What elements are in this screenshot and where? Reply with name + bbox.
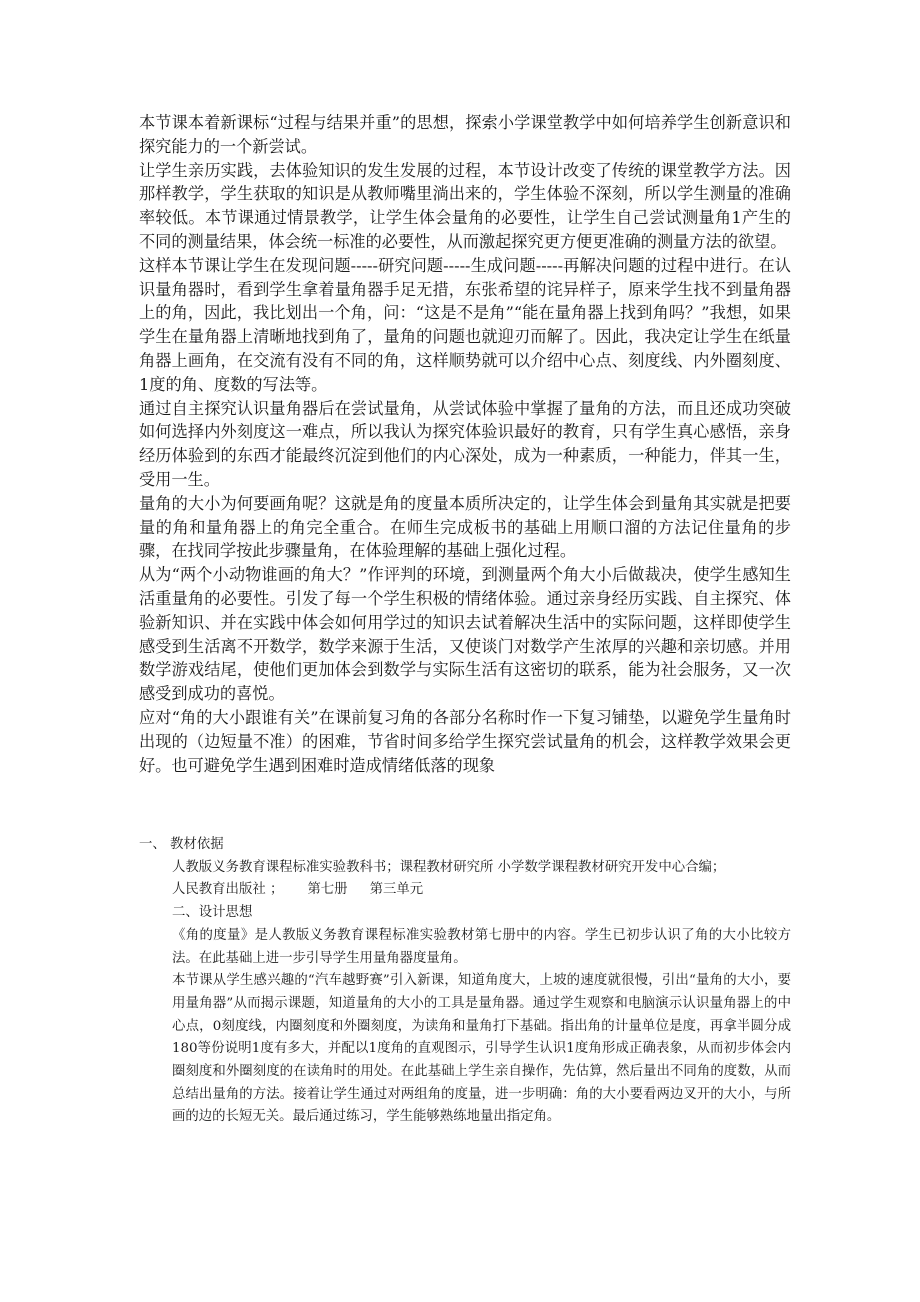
design-paragraph: 本节课从学生感兴趣的“汽车越野赛”引入新课，知道角度大，上坡的速度就很慢，引出“量角的大小，要用量角器”从而揭示课题，知道量角的大小的工具是量角器。通过学生观察和电脑演示认识量角器上的中心点，0刻度线，内圈刻度和外圈刻度，为读角和量角打下基础。指出角的计量单位是度，再拿半圆分成180等份说明1度有多大，并配以1度角的直观图示，引导学生认识1度角形成正确表象，从而初步体会内圈刻度和外圈刻度的在读角时的用处。在此基础上学生亲自操作，先估算，然后量出不同角的度数，从而总结出量角的方法。接着让学生通过对两组角的度量，进一步明确：角的大小要看两边叉开的大小，与所画的边的长短无关。最后通过练习，学生能够熟练地量出指定角。 xyxy=(172,973,791,1125)
lesson-design xyxy=(139,834,791,1129)
reflection-paragraph: 通过自主探究认识量角器后在尝试量角，从尝试体验中掌握了量角的方法，而且还成功突破如何选择内外刻度这一难点，所以我认为探究体验识最好的教育，只有学生真心感悟，亲身经历体验到的东西才能最终沉淀到他们的内心深处，成为一种素质，一种能力，伴其一生，受用一生。 xyxy=(139,398,791,489)
teaching-reflection xyxy=(139,111,791,777)
section-heading-design-idea: 二、设计思想 xyxy=(172,905,253,921)
volume: 第七册 xyxy=(307,882,348,898)
publisher-line xyxy=(139,879,791,902)
design-paragraph: 《角的度量》是人教版义务教育课程标准实验教材第七册中的内容。学生已初步认识了角的大小比较方法。在此基础上进一步引导学生用量角器度量角。 xyxy=(172,927,791,966)
reflection-paragraph: 量角的大小为何要画角呢？这就是角的度量本质所决定的，让学生体会到量角其实就是把要量的角和量角器上的角完全重合。在师生完成板书的基础上用顺口溜的方法记住量角的步骤，在找同学按此步骤量角，在体验理解的基础上强化过程。 xyxy=(139,493,791,561)
section-heading-textbook-basis: 一、 教材依据 xyxy=(139,837,224,852)
reflection-paragraph: 本节课本着新课标“过程与结果并重”的思想，探索小学课堂教学中如何培养学生创新意识和探究能力的一个新尝试。 xyxy=(139,113,791,156)
reflection-paragraph: 让学生亲历实践，去体验知识的发生发展的过程，本节设计改变了传统的课堂教学方法。因那样教学，学生获取的知识是从教师嘴里淌出来的，学生体验不深刻，所以学生测量的准确率较低。本节课通过情景教学，让学生体会量角的必要性，让学生自己尝试测量角1产生的不同的测量结果，体会统一标准的必要性，从而激起探究更方便更准确的测量方法的欲望。 xyxy=(139,160,791,251)
reflection-paragraph: 这样本节课让学生在发现问题-----研究问题-----生成问题-----再解决问题的过程中进行。在认识量角器时，看到学生拿着量角器手足无措，东张希望的诧异样子，原来学生找不到量角器上的角，因此，我比划出一个角，问：“这是不是角”“能在量角器上找到角吗？”我想，如果学生在量角器上清晰地找到角了，量角的问题也就迎刃而解了。因此，我决定让学生在纸量角器上画角，在交流有没有不同的角，这样顺势就可以介绍中心点、刻度线、内外圈刻度、1度的角、度数的写法等。 xyxy=(139,255,791,394)
unit: 第三单元 xyxy=(369,882,424,898)
textbook-source: 人教版义务教育课程标准实验教科书；课程教材研究所 小学数学课程教材研究开发中心合编； xyxy=(172,859,726,875)
publisher: 人民教育出版社 ； xyxy=(172,882,284,898)
reflection-paragraph: 从为“两个小动物谁画的角大？”作评判的环境，到测量两个角大小后做裁决，使学生感知生活重量角的必要性。引发了每一个学生积极的情绪体验。通过亲身经历实践、自主探究、体验新知识、并在实践中体会如何用学过的知识去试着解决生活中的实际问题，这样即使学生感受到生活离不开数学，数学来源于生活，又使谈门对数学产生浓厚的兴趣和亲切感。并用数学游戏结尾，使他们更加体会到数学与实际生活有这密切的联系，能为社会服务，又一次感受到成功的喜悦。 xyxy=(139,565,791,704)
reflection-paragraph: 应对“角的大小跟谁有关”在课前复习角的各部分名称时作一下复习铺垫，以避免学生量角时出现的（边短量不准）的困难，节省时间多给学生探究尝试量角的机会，这样教学效果会更好。也可避免学生遇到困难时造成情绪低落的现象 xyxy=(139,707,791,775)
